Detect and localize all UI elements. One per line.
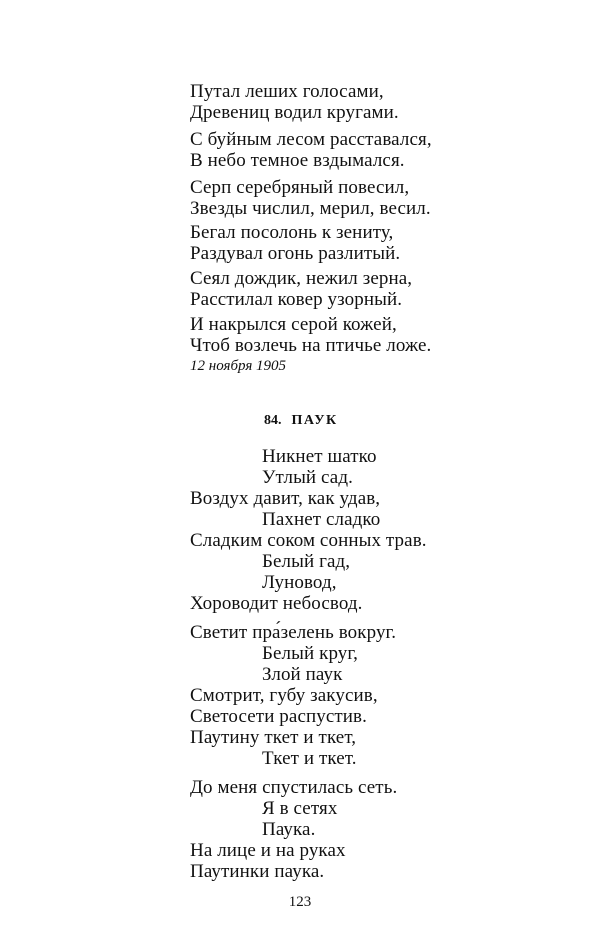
poem-line: На лице и на руках — [190, 840, 346, 861]
poem-line: До меня спустилась сеть. — [190, 777, 398, 798]
poem-number: 84. — [264, 413, 282, 428]
poem-line: Чтоб возлечь на птичье ложе. — [190, 335, 432, 356]
poem-line: Смотрит, губу закусив, — [190, 685, 378, 706]
poem-line: Звезды числил, мерил, весил. — [190, 198, 431, 219]
poem-line: Светит пра́зелень вокруг. — [190, 622, 397, 643]
poem-date: 12 ноября 1905 — [190, 358, 287, 374]
poem-line: Воздух давит, как удав, — [190, 488, 381, 509]
poem-line: Светосети распустив. — [190, 706, 367, 727]
poem-line: Утлый сад. — [262, 467, 353, 488]
page-number-text: 123 — [288, 894, 312, 910]
poem-line: Паутинки паука. — [190, 861, 325, 882]
poem-line: В небо темное вздымался. — [190, 150, 405, 171]
poem-line: Белый круг, — [262, 643, 358, 664]
poem-line: С буйным лесом расставался, — [190, 129, 432, 150]
poem-line: Паука. — [262, 819, 316, 840]
poem-line: Расстилал ковер узорный. — [190, 289, 403, 310]
poem-line: Белый гад, — [262, 551, 351, 572]
poem-line: И накрылся серой кожей, — [190, 314, 397, 335]
poem-line: Я в сетях — [262, 798, 338, 819]
poem-heading — [264, 412, 338, 430]
poem-line: Луновод, — [262, 572, 337, 593]
poem-line: Сладким соком сонных трав. — [190, 530, 427, 551]
poem-line: Бегал посолонь к зениту, — [190, 222, 394, 243]
poem-line: Пахнет сладко — [262, 509, 381, 530]
poem-line: Ткет и ткет. — [262, 748, 357, 769]
page-number — [0, 893, 600, 911]
poem-line: Паутину ткет и ткет, — [190, 727, 357, 748]
poem-line: Серп серебряный повесил, — [190, 177, 410, 198]
poem-line: Раздувал огонь разлитый. — [190, 243, 401, 264]
poem-line: Путал леших голосами, — [190, 81, 384, 102]
poem-line: Древениц водил кругами. — [190, 102, 399, 123]
poem-line: Никнет шатко — [262, 446, 377, 467]
poem-line: Сеял дождик, нежил зерна, — [190, 268, 413, 289]
poem-line: Злой паук — [262, 664, 343, 685]
poem-line: Хороводит небосвод. — [190, 593, 363, 614]
poem-title: ПАУК — [291, 413, 338, 428]
